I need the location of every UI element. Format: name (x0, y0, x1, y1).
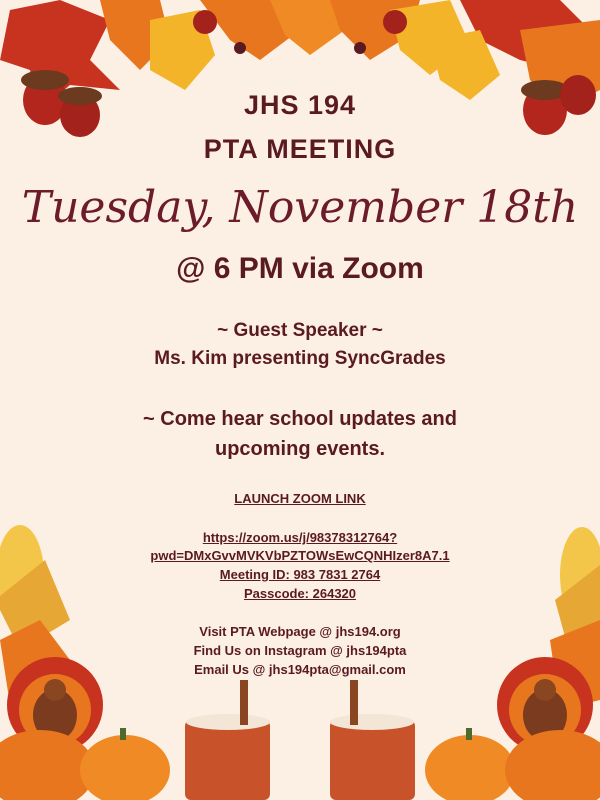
email-info: Email Us @ jhs194pta@gmail.com (194, 662, 406, 677)
zoom-url-line-2[interactable]: pwd=DMxGvvMVKVbPZTOWsEwCQNHIzer8A7.1 (150, 548, 450, 563)
event-title: PTA MEETING (203, 134, 397, 164)
launch-zoom-link[interactable]: LAUNCH ZOOM LINK (234, 491, 366, 506)
updates-line-2: upcoming events. (214, 438, 386, 460)
zoom-url-line-1[interactable]: https://zoom.us/j/98378312764? (202, 530, 398, 545)
updates-line-1: ~ Come hear school updates and (143, 408, 457, 430)
meeting-time: @ 6 PM via Zoom (176, 252, 424, 285)
meeting-date: Tuesday, November 18th (21, 182, 579, 233)
cocoa-mug-icon (185, 680, 415, 800)
guest-speaker-heading: ~ Guest Speaker ~ (217, 320, 383, 341)
meeting-id[interactable]: Meeting ID: 983 7831 2764 (219, 567, 381, 582)
school-name: JHS 194 (243, 90, 357, 120)
webpage-info: Visit PTA Webpage @ jhs194.org (199, 624, 401, 639)
instagram-info: Find Us on Instagram @ jhs194pta (193, 643, 407, 658)
maple-leaf-icon (200, 0, 470, 75)
pumpkin-icon (0, 728, 600, 800)
guest-speaker: Ms. Kim presenting SyncGrades (154, 348, 446, 369)
passcode[interactable]: Passcode: 264320 (243, 586, 357, 601)
